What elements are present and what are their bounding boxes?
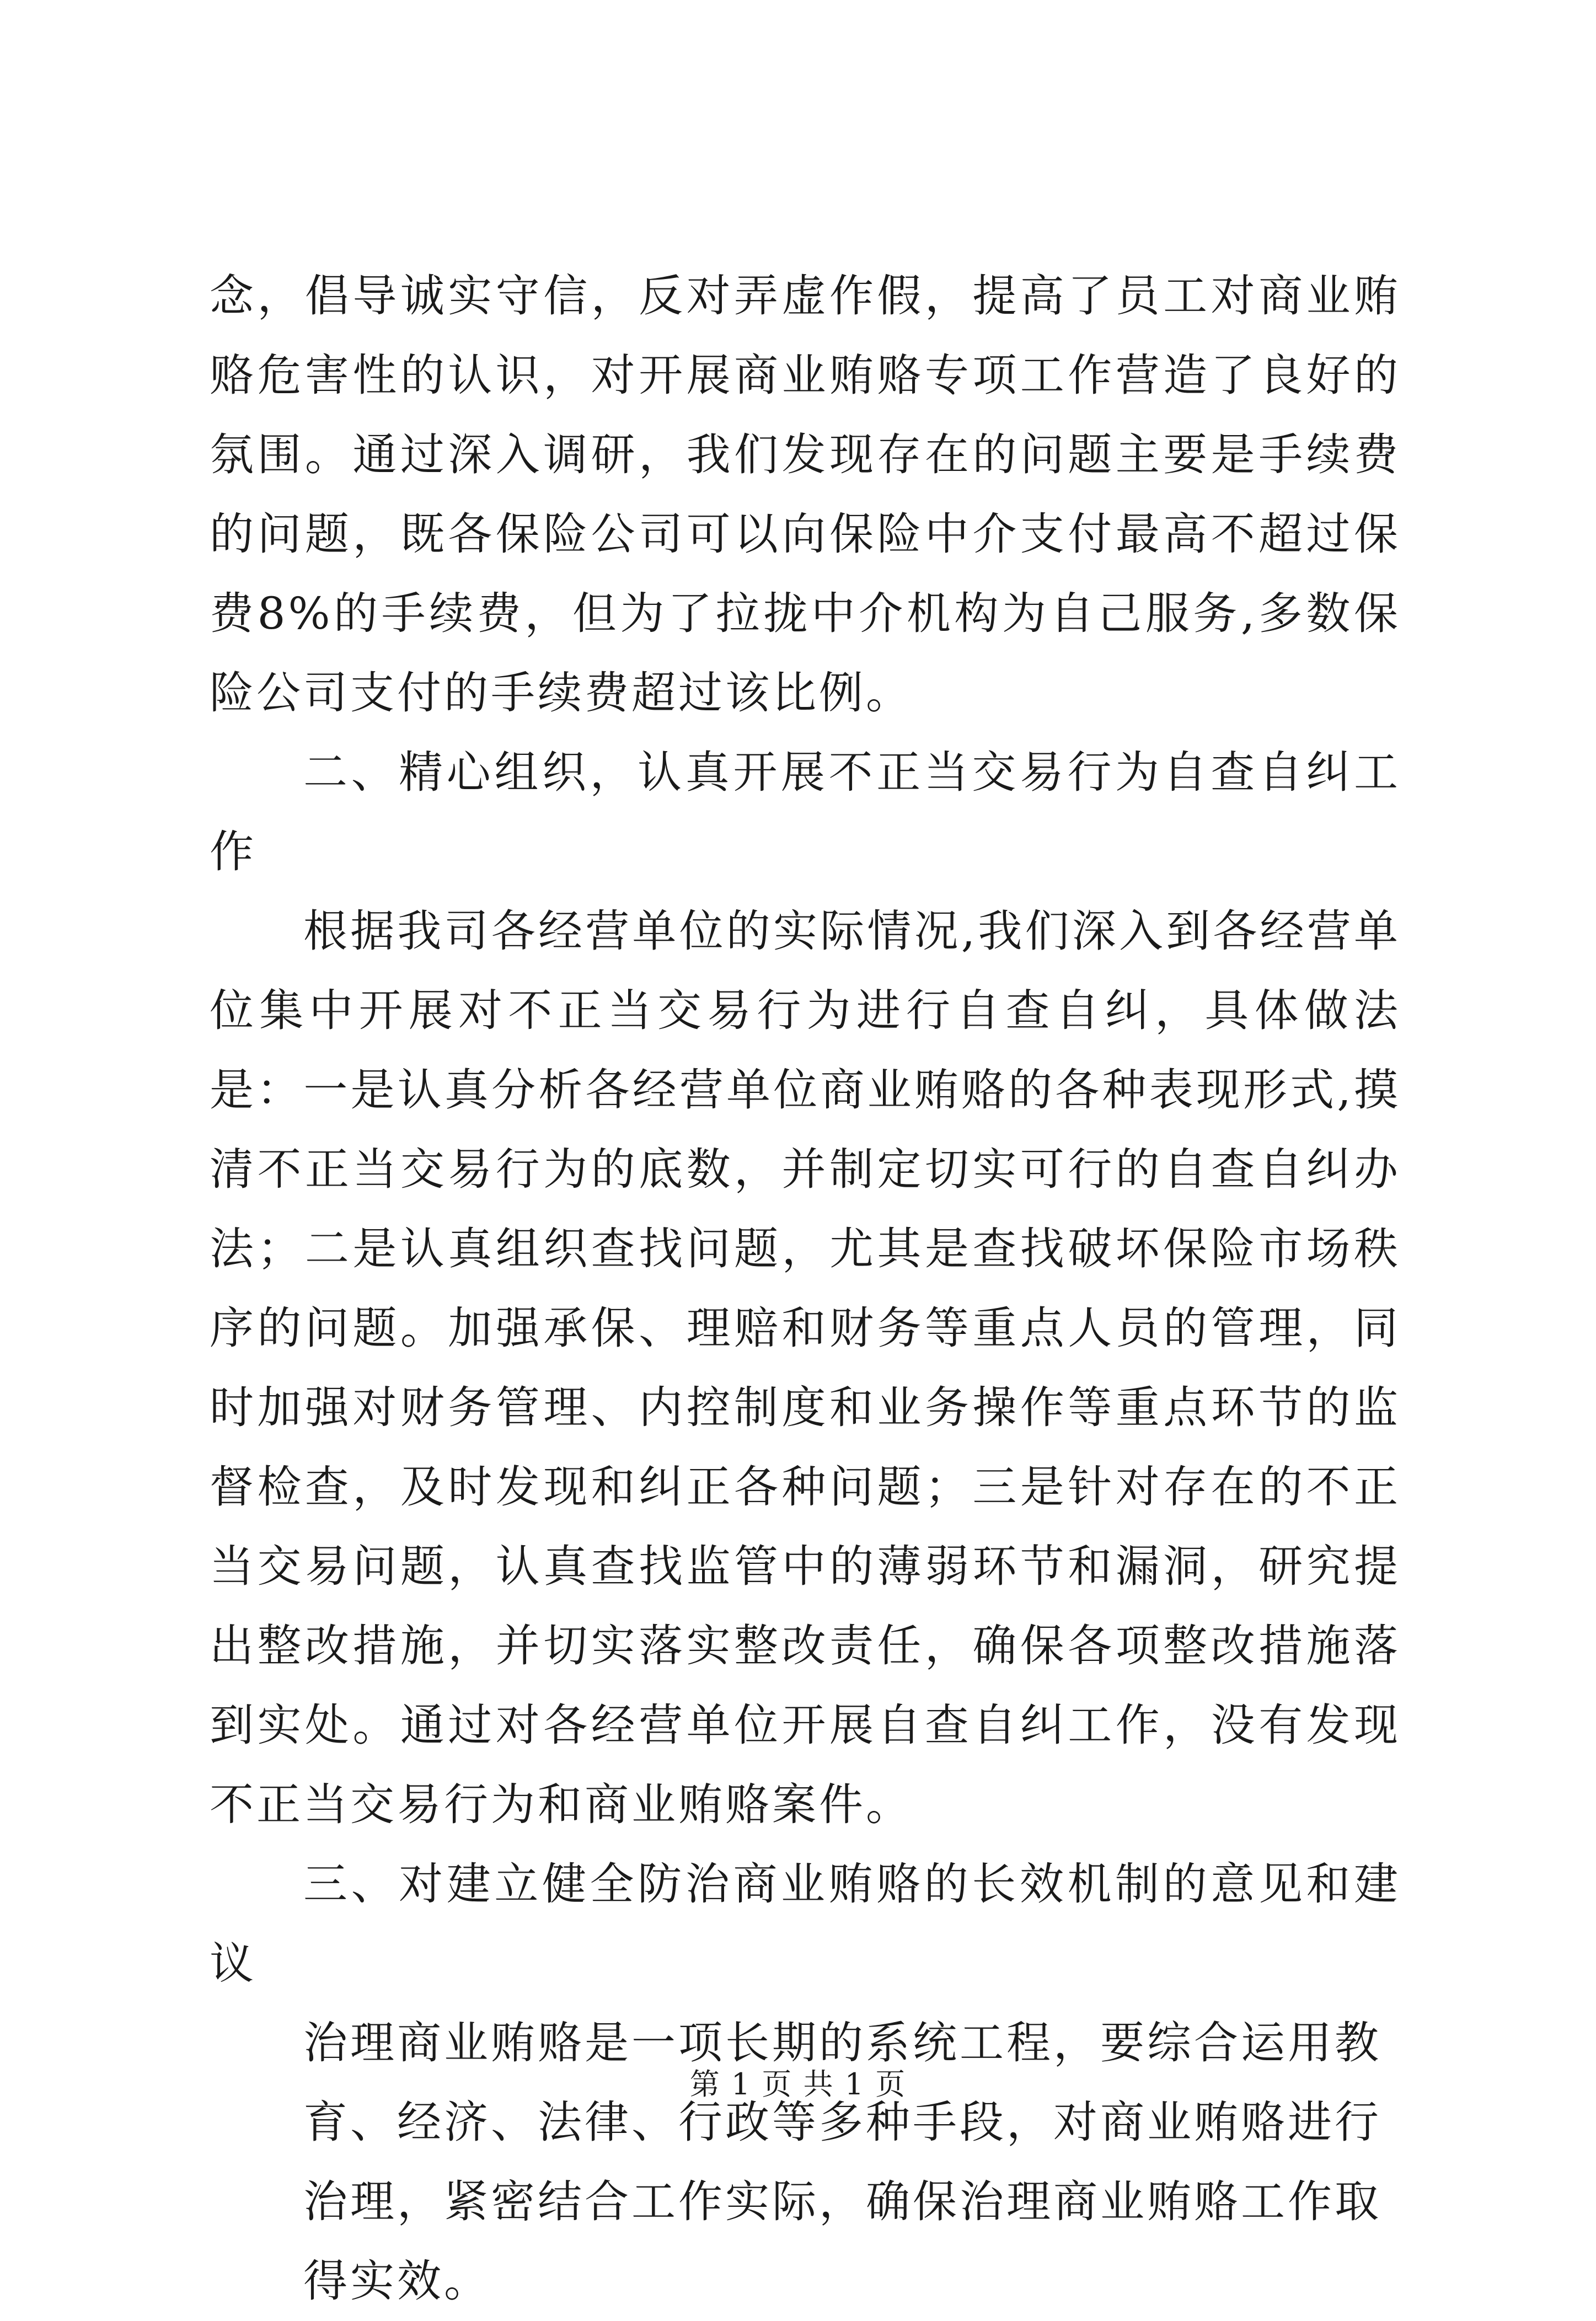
paragraph-governance: 治理商业贿赂是一项长期的系统工程，要综合运用教育、经济、法律、行政等多种手段，对商业贿赂进行治理，紧密结合工作实际，确保治理商业贿赂工作取得实效。 (303, 2017, 1381, 2307)
section-heading-3: 三、对建立健全防治商业贿赂的长效机制的意见和建议 (210, 1858, 1401, 1989)
page-footer: 第 1 页 共 1 页 (689, 2067, 907, 2102)
paragraph-self-inspection: 根据我司各经营单位的实际情况,我们深入到各经营单位集中开展对不正当交易行为进行自查自纠，具体做法是：一是认真分析各经营单位商业贿赂的各种表现形式,摸清不正当交易行为的底数，并制定切实可行的自查自纠办法；二是认真组织查找问题，尤其是查找破坏保险市场秩序的问题。加强承保、理赔和财务等重点人员的管理，同时加强对财务管理、内控制度和业务操作等重点环节的监督检查，及时发现和纠正各种问题；三是针对存在的不正当交易问题，认真查找监管中的薄弱环节和漏洞，研究提出整改措施，并切实落实整改责任，确保各项整改措施落到实处。通过对各经营单位开展自查自纠工作，没有发现不正当交易行为和商业贿赂案件。 (210, 905, 1401, 1830)
section-heading-2: 二、精心组织，认真开展不正当交易行为自查自纠工作 (210, 747, 1401, 877)
paragraph-continued: 念，倡导诚实守信，反对弄虚作假，提高了员工对商业贿赂危害性的认识，对开展商业贿赂专项工作营造了良好的氛围。通过深入调研，我们发现存在的问题主要是手续费的问题，既各保险公司可以向保险中介支付最高不超过保费8%的手续费，但为了拉拢中介机构为自己服务,多数保险公司支付的手续费超过该比例。 (210, 270, 1401, 719)
document-body (210, 256, 1401, 2321)
